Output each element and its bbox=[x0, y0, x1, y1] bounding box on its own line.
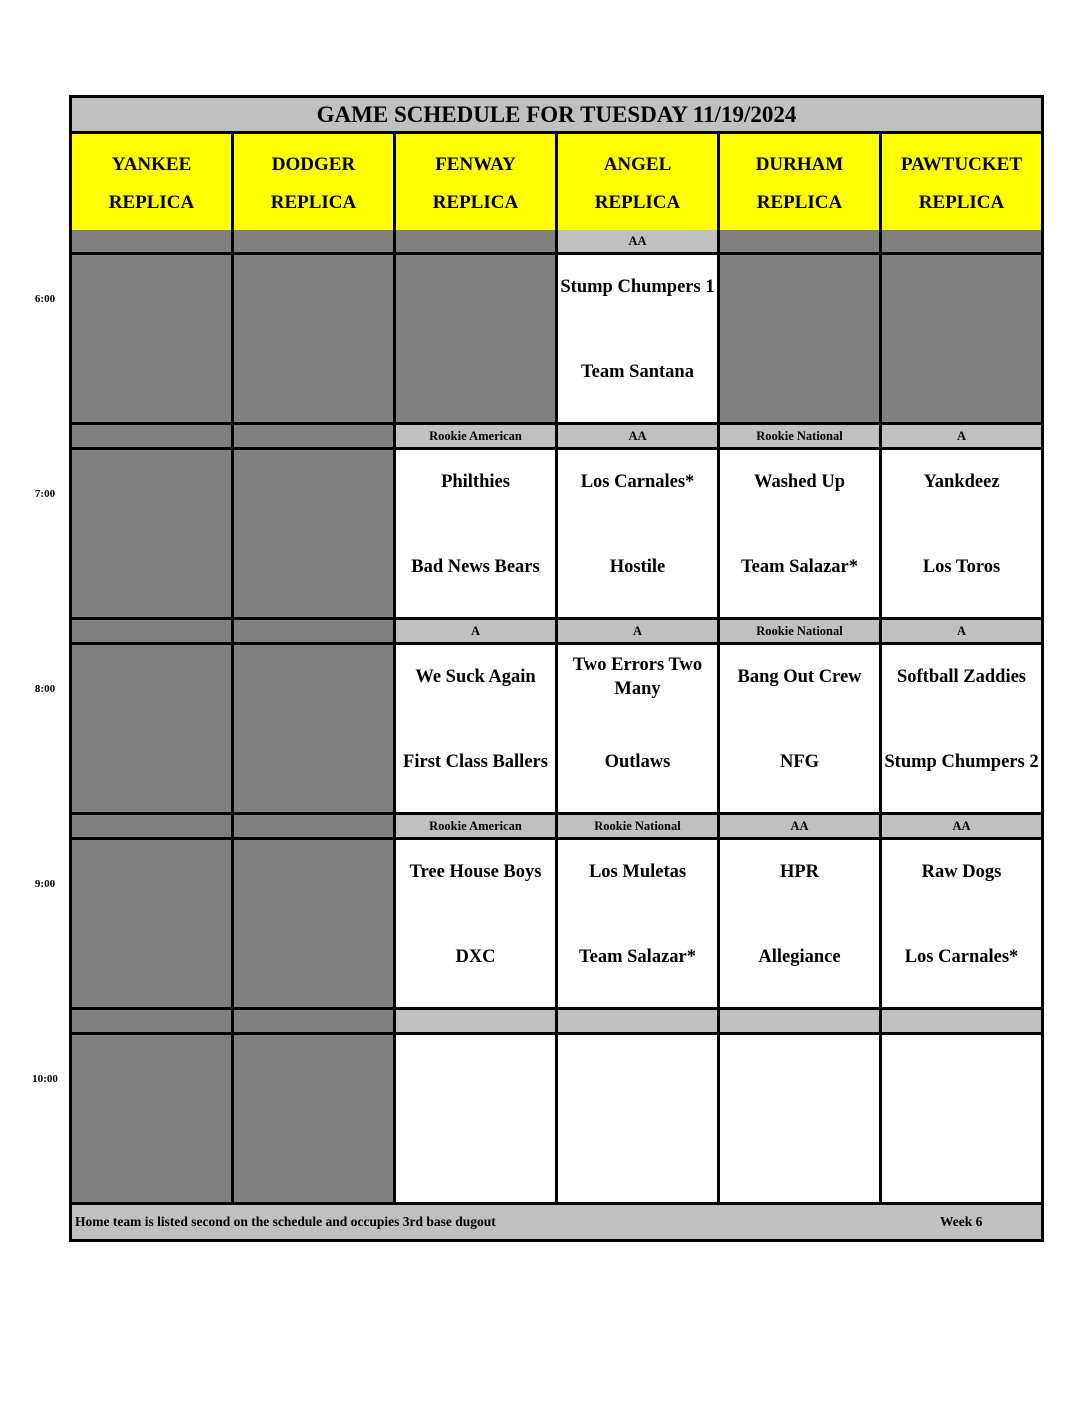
away-team: Los Muletas bbox=[588, 862, 687, 882]
division-label: AA bbox=[558, 230, 717, 252]
division-label bbox=[72, 815, 231, 837]
game-cell bbox=[396, 645, 555, 812]
schedule-table bbox=[69, 95, 1044, 1242]
field-name: ANGEL bbox=[603, 154, 672, 175]
away-team: Two Errors Two Many bbox=[572, 655, 703, 699]
game-cell bbox=[720, 1035, 879, 1202]
field-name: PAWTUCKET bbox=[900, 154, 1023, 175]
field-header-fenway bbox=[396, 134, 555, 230]
unused-field-cell bbox=[396, 255, 555, 422]
game-cell bbox=[396, 1035, 555, 1202]
away-team: Tree House Boys bbox=[409, 862, 542, 882]
home-team: Hostile bbox=[609, 557, 666, 577]
division-label: Rookie American bbox=[396, 425, 555, 447]
away-team: We Suck Again bbox=[415, 667, 536, 687]
week-label: Week 6 bbox=[940, 1214, 983, 1229]
home-team: Stump Chumpers 2 bbox=[884, 752, 1039, 772]
home-team: Los Toros bbox=[922, 557, 1001, 577]
unused-field-cell bbox=[234, 450, 393, 617]
game-cell bbox=[882, 645, 1041, 812]
time-label: 10:00 bbox=[32, 1073, 58, 1085]
division-label bbox=[234, 425, 393, 447]
unused-field-cell bbox=[72, 840, 231, 1007]
game-cell bbox=[396, 840, 555, 1007]
division-label bbox=[720, 1010, 879, 1032]
division-label: Rookie National bbox=[558, 815, 717, 837]
division-label bbox=[234, 815, 393, 837]
time-label: 7:00 bbox=[34, 488, 56, 500]
field-subname: REPLICA bbox=[270, 192, 357, 213]
field-subname: REPLICA bbox=[594, 192, 681, 213]
unused-field-cell bbox=[882, 255, 1041, 422]
division-label: Rookie American bbox=[396, 815, 555, 837]
division-label: AA bbox=[882, 815, 1041, 837]
field-header-angel bbox=[558, 134, 717, 230]
unused-field-cell bbox=[72, 450, 231, 617]
game-cell bbox=[558, 1035, 717, 1202]
division-label bbox=[558, 1010, 717, 1032]
time-label: 9:00 bbox=[34, 878, 56, 890]
division-label: Rookie National bbox=[720, 425, 879, 447]
field-header-dodger bbox=[234, 134, 393, 230]
division-label: Rookie National bbox=[720, 620, 879, 642]
home-team: First Class Ballers bbox=[403, 752, 548, 772]
division-label: AA bbox=[558, 425, 717, 447]
division-label: A bbox=[882, 620, 1041, 642]
home-team: Team Salazar* bbox=[741, 557, 858, 577]
away-team: Los Carnales* bbox=[580, 472, 695, 492]
game-cell bbox=[558, 255, 717, 422]
home-team: Los Carnales* bbox=[904, 947, 1019, 967]
away-team: Washed Up bbox=[754, 472, 845, 492]
division-label bbox=[72, 230, 231, 252]
schedule-title: GAME SCHEDULE FOR TUESDAY 11/19/2024 bbox=[72, 98, 1041, 131]
division-label bbox=[396, 230, 555, 252]
game-cell bbox=[882, 840, 1041, 1007]
unused-field-cell bbox=[72, 255, 231, 422]
away-team: Philthies bbox=[441, 472, 510, 492]
time-label: 6:00 bbox=[34, 293, 56, 305]
field-name: YANKEE bbox=[111, 154, 192, 175]
field-header-yankee bbox=[72, 134, 231, 230]
division-label: AA bbox=[720, 815, 879, 837]
division-label: A bbox=[558, 620, 717, 642]
game-cell bbox=[396, 450, 555, 617]
game-cell bbox=[720, 840, 879, 1007]
footer-row bbox=[72, 1205, 1041, 1239]
away-team: Softball Zaddies bbox=[896, 667, 1027, 687]
field-subname: REPLICA bbox=[432, 192, 519, 213]
away-team: Bang Out Crew bbox=[737, 667, 862, 687]
footer-note: Home team is listed second on the schedule and occupies 3rd base dugout bbox=[75, 1214, 496, 1229]
unused-field-cell bbox=[234, 645, 393, 812]
game-cell bbox=[558, 450, 717, 617]
unused-field-cell bbox=[234, 255, 393, 422]
game-cell bbox=[558, 840, 717, 1007]
home-team: DXC bbox=[455, 947, 496, 967]
home-team: Outlaws bbox=[604, 752, 671, 772]
unused-field-cell bbox=[72, 1035, 231, 1202]
time-label: 8:00 bbox=[34, 683, 56, 695]
game-cell bbox=[882, 450, 1041, 617]
home-team: Allegiance bbox=[758, 947, 841, 967]
division-label bbox=[234, 1010, 393, 1032]
division-label bbox=[72, 1010, 231, 1032]
unused-field-cell bbox=[234, 1035, 393, 1202]
away-team: HPR bbox=[779, 862, 820, 882]
home-team: Team Salazar* bbox=[579, 947, 696, 967]
field-subname: REPLICA bbox=[918, 192, 1005, 213]
division-label bbox=[882, 1010, 1041, 1032]
away-team: Stump Chumpers 1 bbox=[560, 277, 715, 297]
field-subname: REPLICA bbox=[756, 192, 843, 213]
division-label bbox=[72, 620, 231, 642]
unused-field-cell bbox=[234, 840, 393, 1007]
home-team: Bad News Bears bbox=[411, 557, 540, 577]
game-cell bbox=[720, 450, 879, 617]
division-label bbox=[396, 1010, 555, 1032]
game-cell bbox=[558, 645, 717, 812]
division-label bbox=[720, 230, 879, 252]
game-cell bbox=[882, 1035, 1041, 1202]
division-label: A bbox=[396, 620, 555, 642]
division-label bbox=[72, 425, 231, 447]
division-label bbox=[234, 620, 393, 642]
field-header-durham bbox=[720, 134, 879, 230]
game-cell bbox=[720, 645, 879, 812]
division-label: A bbox=[882, 425, 1041, 447]
home-team: NFG bbox=[779, 752, 820, 772]
field-name: DURHAM bbox=[755, 154, 844, 175]
division-label bbox=[882, 230, 1041, 252]
home-team: Team Santana bbox=[581, 362, 694, 382]
away-team: Raw Dogs bbox=[921, 862, 1002, 882]
field-subname: REPLICA bbox=[108, 192, 195, 213]
division-label bbox=[234, 230, 393, 252]
field-header-pawtucket bbox=[882, 134, 1041, 230]
unused-field-cell bbox=[72, 645, 231, 812]
away-team: Yankdeez bbox=[923, 472, 1000, 492]
unused-field-cell bbox=[720, 255, 879, 422]
field-name: FENWAY bbox=[435, 154, 516, 175]
field-name: DODGER bbox=[271, 154, 356, 175]
